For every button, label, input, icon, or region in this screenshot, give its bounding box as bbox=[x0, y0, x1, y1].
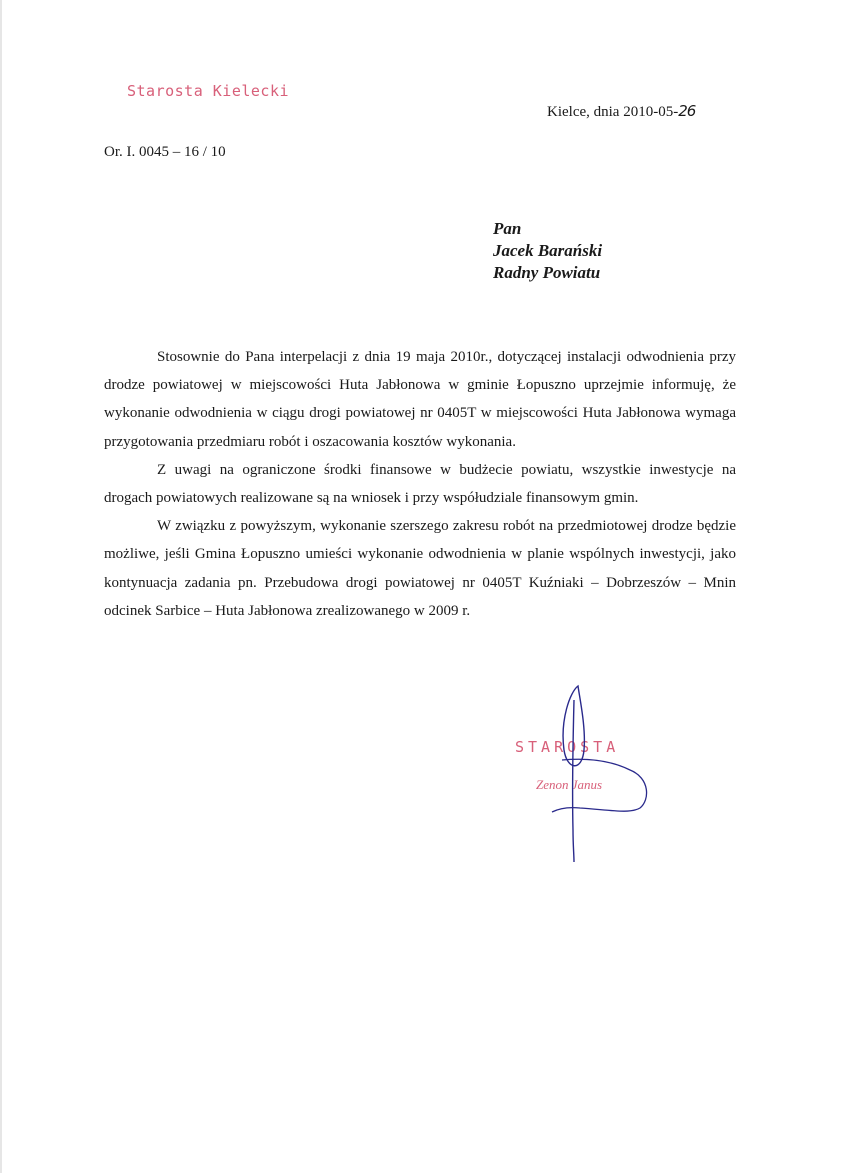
date-printed: Kielce, dnia 2010-05- bbox=[547, 104, 679, 120]
addressee-block bbox=[493, 218, 602, 284]
date-day-handwritten: 26 bbox=[678, 102, 696, 120]
handwritten-signature bbox=[500, 680, 720, 880]
issuer-stamp: Starosta Kielecki bbox=[127, 82, 290, 100]
addressee-title: Radny Powiatu bbox=[493, 263, 601, 282]
reference-number: Or. I. 0045 – 16 / 10 bbox=[104, 144, 226, 160]
signature-block bbox=[500, 680, 720, 880]
signature-stroke-cross bbox=[552, 759, 647, 812]
signature-stamp-name: Zenon Janus bbox=[536, 777, 603, 792]
place-and-date bbox=[547, 102, 695, 121]
body-paragraph: W związku z powyższym, wykonanie szerszego zakresu robót na przedmiotowej drodze będzie możliwe, jeśli Gmina Łopuszno umieści wykonanie odwodnienia w planie wspólnych inwestycji, jako kontynuacja zadania pn. Przebudowa drogi powiatowej nr 0405T Kuźniaki – Dobrzeszów – Mnin odcinek Sarbice – Huta Jabłonowa zrealizowanego w 2009 r. bbox=[104, 518, 736, 619]
scan-edge bbox=[0, 0, 2, 1173]
addressee-salutation: Pan bbox=[493, 219, 522, 238]
body-paragraph: Stosownie do Pana interpelacji z dnia 19 maja 2010r., dotyczącej instalacji odwodnienia przy drodze powiatowej w miejscowości Huta Jabłonowa w gminie Łopuszno uprzejmie informuję, że wykonanie odwodnienia w ciągu drogi powiatowej nr 0405T w miejscowości Huta Jabłonowa wymaga przygotowania przedmiaru robót i oszacowania kosztów wykonania. bbox=[104, 349, 736, 450]
signature-stroke-stem bbox=[573, 700, 574, 862]
body-paragraph: Z uwagi na ograniczone środki finansowe w budżecie powiatu, wszystkie inwestycje na drogach powiatowych realizowane są na wniosek i przy współudziale finansowym gmin. bbox=[104, 461, 736, 507]
letter-body bbox=[104, 343, 736, 625]
addressee-name: Jacek Barański bbox=[493, 241, 603, 260]
signature-stamp-title: STAROSTA bbox=[515, 738, 620, 756]
